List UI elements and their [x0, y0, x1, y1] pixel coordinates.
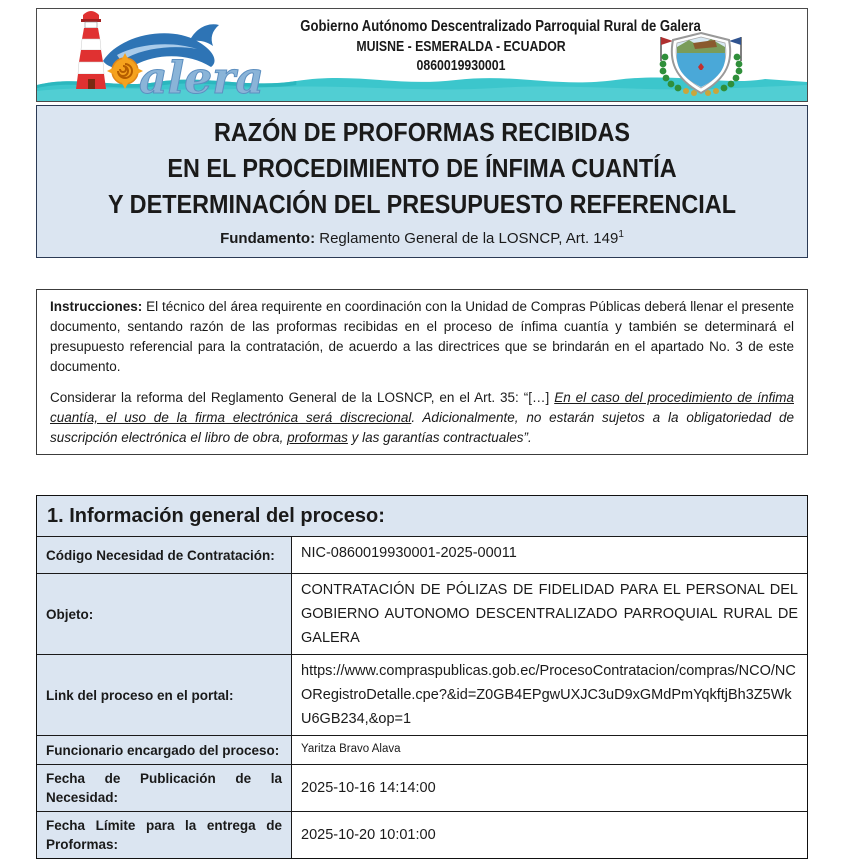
row-value-text: 2025-10-20 10:01:00: [301, 827, 436, 843]
instructions-label: Instrucciones:: [50, 299, 143, 314]
doc-title-line3: Y DETERMINACIÓN DEL PRESUPUESTO REFERENCIAL: [107, 189, 736, 219]
document-page: [36, 0, 808, 859]
fundamento-label: Fundamento:: [220, 230, 316, 247]
instructions-paragraph: [50, 297, 794, 377]
instructions-body: El técnico del área requirente en coordinación con la Unidad de Compras Públicas deberá llenar el presente documento, sentando razón de las proformas recibidas en el proceso de ínfima cuantía y también se determinará el presupuesto referencial para la contratación, de acuerdo a las directrices que se brindarán en el apartado No. 3 de este documento.: [50, 299, 794, 374]
table-row-fecha-limite: [37, 811, 807, 858]
row-value: [292, 537, 807, 573]
row-label-text: Fecha de Publicación de la Necesidad:: [46, 771, 282, 805]
org-name: Gobierno Autónomo Descentralizado Parroquial Rural de Galera: [300, 18, 701, 35]
row-label-text: Funcionario encargado del proceso:: [46, 742, 280, 758]
section1-title: 1. Información general del proceso:: [37, 496, 807, 536]
galera-script: alera: [139, 53, 264, 101]
row-value-text: CONTRATACIÓN DE PÓLIZAS DE FIDELIDAD PARA EL PERSONAL DEL GOBIERNO AUTONOMO DESCENTRALIZADO PARROQUIAL RURAL DE GALERA: [301, 582, 798, 646]
coat-of-arms-icon: [649, 27, 753, 101]
row-label-text: Link del proceso en el portal:: [46, 687, 234, 703]
row-label: [37, 736, 292, 764]
reform-quote-underlined: En el caso del procedimiento de ínfima cuantía, el uso de la firma electrónica será discrecional: [50, 390, 794, 425]
row-value: [292, 574, 807, 654]
reform-paragraph: [50, 388, 794, 448]
footnote-marker: 1: [618, 229, 624, 240]
org-ruc: 0860019930001: [416, 57, 506, 74]
instructions-box: [36, 289, 808, 455]
doc-title-line2: EN EL PROCEDIMIENTO DE ÍNFIMA CUANTÍA: [167, 153, 677, 183]
reform-intro: Considerar la reforma del Reglamento General de la LOSNCP, en el Art. 35: “[…]: [50, 390, 555, 405]
galera-logo: [39, 9, 283, 101]
doc-title-line1: RAZÓN DE PROFORMAS RECIBIDAS: [213, 117, 631, 147]
row-value-text: Yaritza Bravo Alava: [301, 743, 401, 755]
row-label-text: Fecha Límite para la entrega de Proformas:: [46, 818, 282, 852]
process-info-table: [36, 495, 808, 859]
table-row-codigo: [37, 536, 807, 573]
row-label: [37, 765, 292, 811]
row-label: [37, 537, 292, 573]
process-link[interactable]: https://www.compraspublicas.gob.ec/ProcesoContratacion/compras/NCO/NCORegistroDetalle.cpe?&id=Z0GB4EPgwUXJC3uD9xGMdPmYqkftjBh3Z5WkU6GB234,&op=1: [301, 663, 796, 727]
row-value-text: NIC-0860019930001-2025-00011: [301, 545, 517, 561]
row-label-text: Objeto:: [46, 606, 94, 622]
org-block: [265, 17, 701, 75]
row-value: [292, 812, 807, 858]
reform-quote-end: y las garantías contractuales”.: [347, 430, 532, 445]
table-row-fecha-publicacion: [37, 764, 807, 811]
reform-quote-italic: . Adicionalmente, no estarán sujetos a la obligatoriedad de suscripción electrónica el libro de obra,: [50, 410, 794, 445]
table-row-objeto: [37, 573, 807, 654]
org-location: MUISNE - ESMERALDA - ECUADOR: [356, 38, 566, 55]
title-block: [36, 105, 808, 258]
letterhead: [36, 8, 808, 102]
row-label: [37, 812, 292, 858]
table-row-funcionario: [37, 735, 807, 764]
fundamento-text: Reglamento General de la LOSNCP, Art. 149: [315, 230, 619, 247]
row-value: [292, 655, 807, 735]
table-row-link: [37, 654, 807, 735]
row-label-text: Código Necesidad de Contratación:: [46, 547, 275, 563]
lighthouse-icon: [76, 11, 106, 89]
reform-proformas-underlined: proformas: [287, 430, 348, 445]
row-value: [292, 736, 807, 764]
row-label: [37, 574, 292, 654]
fundamento-line: [37, 224, 807, 250]
row-value: [292, 765, 807, 811]
row-value-text: 2025-10-16 14:14:00: [301, 780, 436, 796]
row-label: [37, 655, 292, 735]
